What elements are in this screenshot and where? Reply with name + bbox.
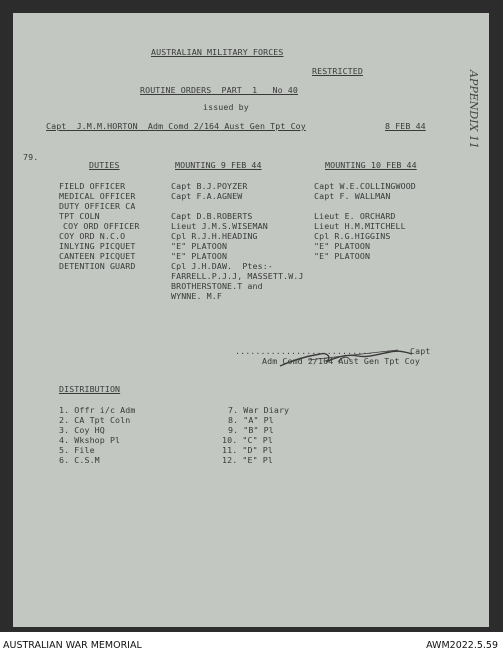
- duty-9feb: Capt F.A.AGNEW: [171, 191, 243, 201]
- duty-label: MEDICAL OFFICER: [59, 191, 136, 201]
- duty-label: INLYING PICQUET: [59, 241, 136, 251]
- orders-title: ROUTINE ORDERS PART 1 No 40: [140, 85, 298, 95]
- duty-10feb: Cpl R.G.HIGGINS: [314, 231, 391, 241]
- duty-10feb: "E" PLATOON: [314, 251, 371, 261]
- classification: RESTRICTED: [312, 66, 363, 76]
- svg-text:APPENDIX 11: APPENDIX 11: [467, 70, 480, 149]
- duty-9feb: "E" PLATOON: [171, 251, 228, 261]
- issuer: Capt J.M.M.HORTON Adm Comd 2/164 Aust Gen Tpt Coy: [46, 121, 306, 131]
- duty-label: CANTEEN PICQUET: [59, 251, 136, 261]
- distribution-item: 2. CA Tpt Coln: [59, 415, 131, 425]
- footer-source: AUSTRALIAN WAR MEMORIAL: [3, 640, 142, 651]
- duty-9feb: Lieut J.M.S.WISEMAN: [171, 221, 268, 231]
- distribution-item: 10. "C" Pl: [222, 435, 273, 445]
- date: 8 FEB 44: [385, 121, 426, 131]
- distribution-heading: DISTRIBUTION: [59, 384, 121, 394]
- duty-9feb: Cpl R.J.H.HEADING: [171, 231, 258, 241]
- duty-9feb: Capt B.J.POYZER: [171, 181, 248, 191]
- distribution-item: 9. "B" Pl: [228, 425, 274, 435]
- col-header-9feb: MOUNTING 9 FEB 44: [175, 160, 262, 170]
- duty-label: FIELD OFFICER: [59, 181, 126, 191]
- distribution-item: 11. "D" Pl: [222, 445, 273, 455]
- item-number: 79.: [23, 152, 39, 162]
- signature-rank: Capt: [410, 346, 431, 356]
- distribution-item: 8. "A" Pl: [228, 415, 274, 425]
- document-page: [13, 13, 489, 627]
- duty-9feb: "E" PLATOON: [171, 241, 228, 251]
- org-heading: AUSTRALIAN MILITARY FORCES: [151, 47, 284, 57]
- signature-dots: ...........................: [235, 346, 373, 356]
- appendix-annotation: [456, 66, 496, 186]
- distribution-item: 4. Wkshop Pl: [59, 435, 121, 445]
- signature-title: Adm Comd 2/164 Aust Gen Tpt Coy: [262, 356, 420, 366]
- issued-by: issued by: [203, 102, 249, 112]
- distribution-item: 1. Offr i/c Adm: [59, 405, 136, 415]
- duty-label: DUTY OFFICER CA: [59, 201, 136, 211]
- detention-names: BROTHERSTONE.T and: [171, 281, 263, 291]
- footer-reference: AWM2022.5.59: [426, 640, 498, 651]
- distribution-item: 5. File: [59, 445, 95, 455]
- duty-label: DETENTION GUARD: [59, 261, 136, 271]
- duty-label: COY ORD OFFICER: [63, 221, 140, 231]
- duty-label: TPT COLN: [59, 211, 100, 221]
- distribution-item: 3. Coy HQ: [59, 425, 105, 435]
- detention-names: WYNNE. M.F: [171, 291, 222, 301]
- duty-9feb: Cpl J.H.DAW. Ptes:-: [171, 261, 273, 271]
- col-header-10feb: MOUNTING 10 FEB 44: [325, 160, 417, 170]
- distribution-item: 6. C.S.M: [59, 455, 100, 465]
- distribution-item: 7. War Diary: [228, 405, 290, 415]
- duty-10feb: Lieut E. ORCHARD: [314, 211, 396, 221]
- col-header-duties: DUTIES: [89, 160, 120, 170]
- duty-10feb: Lieut H.M.MITCHELL: [314, 221, 406, 231]
- detention-names: FARRELL.P.J.J, MASSETT.W.J: [171, 271, 304, 281]
- duty-10feb: Capt W.E.COLLINGWOOD: [314, 181, 416, 191]
- distribution-item: 12. "E" Pl: [222, 455, 273, 465]
- duty-10feb: "E" PLATOON: [314, 241, 371, 251]
- duty-label: COY ORD N.C.O: [59, 231, 126, 241]
- duty-9feb: Capt D.B.ROBERTS: [171, 211, 253, 221]
- duty-10feb: Capt F. WALLMAN: [314, 191, 391, 201]
